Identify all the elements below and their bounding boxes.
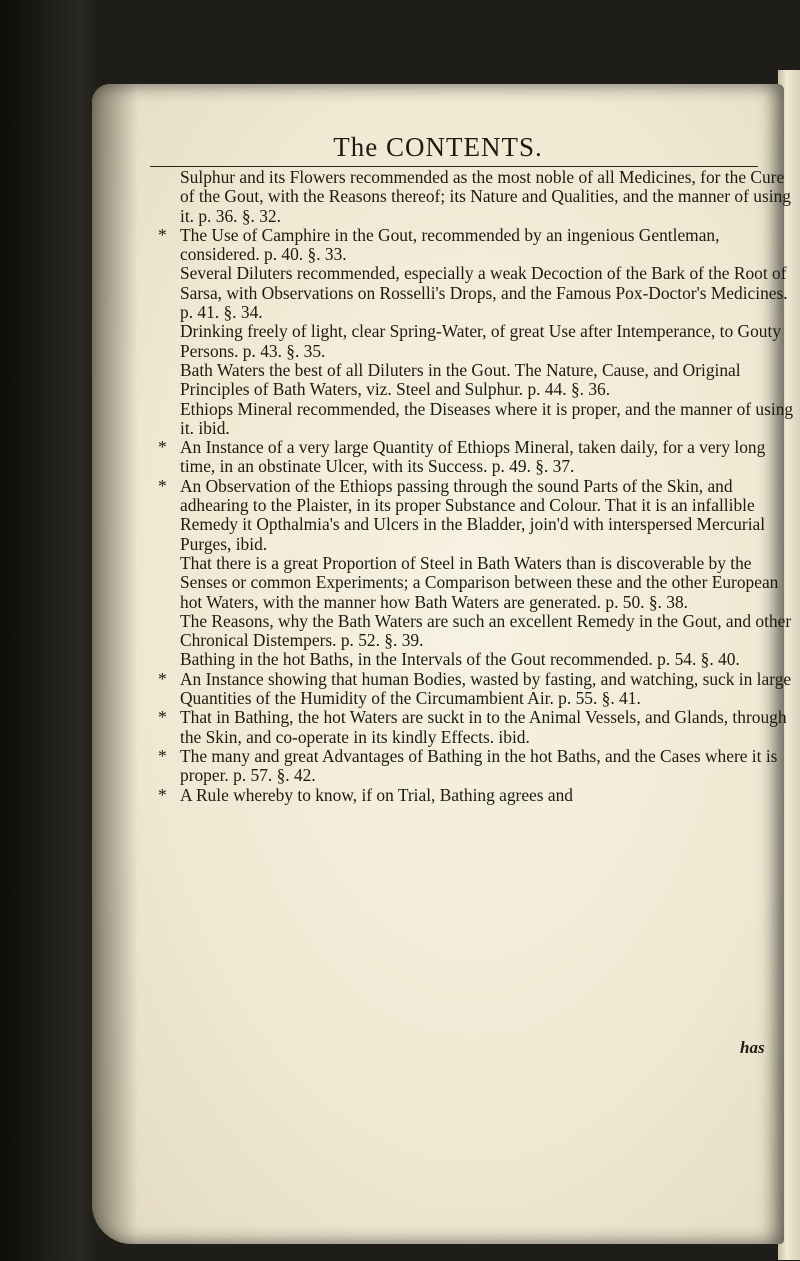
entry-text: The Reasons, why the Bath Waters are such an excellent Remedy in the Gout, and other Chronical Distempers. p. 52. §. 39. [180,610,792,651]
entry-text: An Instance of a very large Quantity of Ethiops Mineral, taken daily, for a very long time, in an obstinate Ulcer, with its Success. p. 49. §. 37. [180,437,766,477]
contents-entry [158,168,798,226]
entry-text: That there is a great Proportion of Steel in Bath Waters than is discoverable by the Senses or common Experiments; a Comparison between these and the other European hot Waters, with the manner how Bath Waters are generated. p. 50. §. 38. [180,552,779,612]
contents-entry [158,226,798,265]
contents-entry [158,670,798,709]
contents-entry [158,264,798,322]
contents-entry [158,786,798,805]
entry-text: An Observation of the Ethiops passing through the sound Parts of the Skin, and adhearing to the Plaister, in its proper Substance and Colour. That it is an infallible Remedy it Opthalmia's and Ulcers in the Bladder, join'd with interspersed Mercurial Purges, ibid. [180,475,766,554]
entry-text: Ethiops Mineral recommended, the Diseases where it is proper, and the manner of using it. ibid. [180,398,794,438]
entry-text: An Instance showing that human Bodies, wasted by fasting, and watching, suck in large Quantities of the Humidity of the Circumambient Air. p. 55. §. 41. [180,668,792,709]
contents-entry [158,361,798,400]
entry-text: Bath Waters the best of all Diluters in the Gout. The Nature, Cause, and Original Principles of Bath Waters, viz. Steel and Sulphur. p. 44. §. 36. [180,359,741,400]
contents-entry [158,438,798,477]
entry-text: That in Bathing, the hot Waters are suckt in to the Animal Vessels, and Glands, through the Skin, and co-operate in its kindly Effects. ibid. [180,707,787,747]
contents-entry [158,477,798,554]
contents-entry [158,554,798,612]
catchword: has [740,1038,765,1057]
entry-text: Sulphur and its Flowers recommended as the most noble of all Medicines, for the Cure of the Gout, with the Reasons thereof; its Nature and Qualities, and the manner of using it. p. 36. §. 32. [180,167,791,226]
entry-asterisk: * [158,707,167,728]
entry-text: Bathing in the hot Baths, in the Intervals of the Gout recommended. p. 54. §. 40. [180,649,740,670]
contents-entry [158,747,798,786]
entry-text: A Rule whereby to know, if on Trial, Bathing agrees and [180,784,574,805]
contents-entry [158,322,798,361]
entry-text: Several Diluters recommended, especially a weak Decoction of the Bark of the Root of Sarsa, with Observations on Rosselli's Drops, and the Famous Pox-Doctor's Medicines. p. 41. §. 34. [180,263,788,323]
contents-list [158,168,798,805]
contents-entry [158,612,798,651]
entry-asterisk: * [158,784,167,805]
contents-entry [158,650,798,669]
entry-asterisk: * [158,475,167,496]
entry-asterisk: * [158,668,167,689]
entry-text: The Use of Camphire in the Gout, recommended by an ingenious Gentleman, considered. p. 40. §. 33. [180,224,720,265]
entry-asterisk: * [158,437,167,458]
entry-asterisk: * [158,224,167,245]
entry-text: The many and great Advantages of Bathing in the hot Baths, and the Cases where it is proper. p. 57. §. 42. [180,745,778,786]
entry-text: Drinking freely of light, clear Spring-Water, of great Use after Intemperance, to Gouty Persons. p. 43. §. 35. [180,321,782,361]
running-head: The CONTENTS. [333,132,543,162]
contents-entry [158,400,798,439]
entry-asterisk: * [158,745,167,766]
contents-entry [158,708,798,747]
